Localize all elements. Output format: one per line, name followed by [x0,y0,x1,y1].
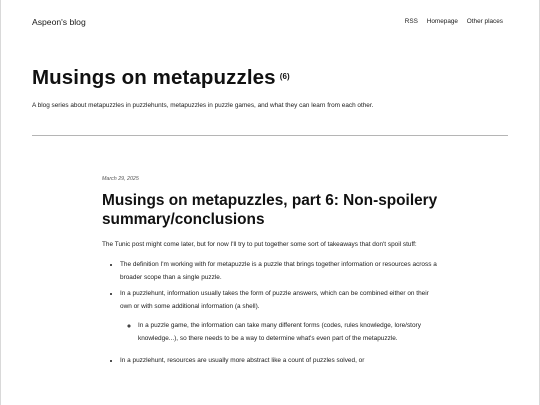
list-item: • In a puzzlehunt, resources are usually more abstract like a count of puzzles solved, or [120,354,442,367]
blog-post [102,175,442,369]
site-nav [398,18,503,25]
page-edge-left [0,0,1,405]
site-header [32,17,503,31]
nav-homepage-link[interactable]: Homepage [426,18,458,25]
site-title-link[interactable]: Aspeon's blog [32,17,86,27]
series-header [32,64,508,110]
list-item: • The definition I'm working with for metapuzzle is a puzzle that brings together information or resources across a broader scope than a single puzzle. [120,258,442,285]
series-description: A blog series about metapuzzles in puzzlehunts, metapuzzles in puzzle games, and what they can learn from each other. [32,102,374,109]
list-item-text: In a puzzlehunt, information usually takes the form of puzzle answers, which can be combined either on their own or with some additional information (a shell). [120,289,429,310]
post-intro: The Tunic post might come later, but for now I'll try to put together some sort of takeaways that don't spoil stuff: [102,241,417,248]
takeaways-list [102,258,442,367]
sub-list-item: ◦ In a puzzle game, the information can take many different forms (codes, rules knowledge, lore/story knowledge...), so there needs to be a way to determine what's even part of the metapuzzle. [138,319,442,346]
list-item [120,287,442,346]
nav-rss-link[interactable]: RSS [404,18,418,25]
series-post-count: (6) [279,72,290,81]
section-divider [32,135,508,136]
post-title: Musings on metapuzzles, part 6: Non-spoilery summary/conclusions [102,192,438,228]
post-date: March 29, 2025 [102,176,139,182]
nav-other-places-link[interactable]: Other places [466,18,503,25]
sub-list [120,319,442,346]
series-title-text: Musings on metapuzzles [32,66,276,89]
series-title [32,64,508,92]
